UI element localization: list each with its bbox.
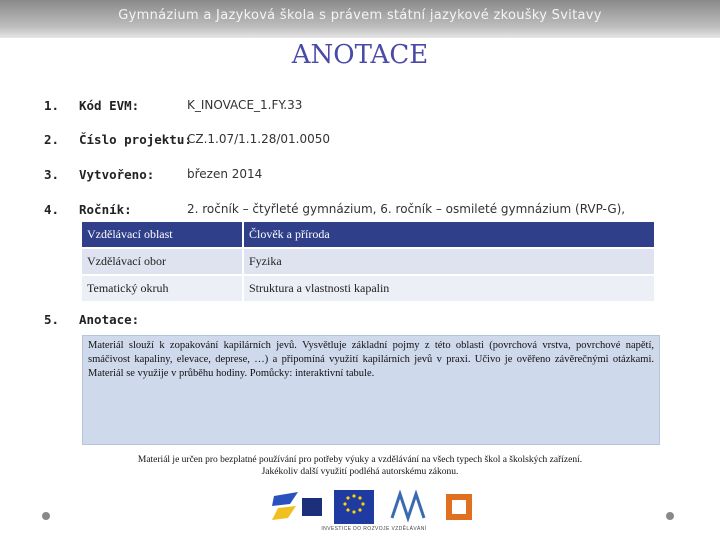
row-label: Anotace: [79, 312, 140, 327]
table-cell-key: Vzdělávací obor [82, 249, 242, 274]
row-number: 2. [44, 132, 60, 147]
row-number: 1. [44, 98, 60, 113]
eu-flag-icon [334, 490, 374, 524]
table-cell-key: Tematický okruh [82, 276, 242, 301]
table-cell-value: Struktura a vlastnosti kapalin [244, 276, 654, 301]
row-value: 2. ročník – čtyřleté gymnázium, 6. ročník – osmileté gymnázium (RVP-G), [187, 202, 626, 216]
table-row [82, 276, 654, 301]
table-row [82, 249, 654, 274]
funding-logos [268, 490, 480, 534]
table-cell-value: Člověk a příroda [244, 222, 654, 247]
esf-logo-icon [268, 490, 328, 524]
curriculum-table [80, 220, 656, 303]
row-number: 5. [44, 312, 60, 327]
logos-caption: INVESTICE DO ROZVOJE VZDĚLÁVÁNÍ [321, 526, 427, 532]
usage-note-line2: Jakékoliv další využití podléhá autorskému zákonu. [261, 467, 459, 477]
op-vk-logo-icon [442, 490, 476, 524]
usage-note [80, 454, 640, 478]
row-value: březen 2014 [187, 167, 263, 181]
bullet-dot-icon [666, 512, 674, 520]
school-name: Gymnázium a Jazyková škola s právem státní jazykové zkoušky Svitavy [118, 8, 602, 23]
row-label: Kód EVM: [79, 98, 140, 113]
page-title: ANOTACE [291, 40, 429, 70]
header-banner [0, 0, 720, 38]
msmt-logo-icon [384, 490, 434, 524]
row-value: CZ.1.07/1.1.28/01.0050 [187, 132, 331, 146]
table-cell-key: Vzdělávací oblast [82, 222, 242, 247]
row-label: Vytvořeno: [79, 167, 155, 182]
row-number: 3. [44, 167, 60, 182]
row-label: Ročník: [79, 202, 132, 217]
table-row [82, 222, 654, 247]
row-value: K_INOVACE_1.FY.33 [187, 98, 303, 112]
bullet-dot-icon [42, 512, 50, 520]
table-cell-value: Fyzika [244, 249, 654, 274]
usage-note-line1: Materiál je určen pro bezplatné používání pro potřeby výuky a vzdělávání na všech typech škol a školských zařízení. [137, 455, 583, 465]
annotation-text: Materiál slouží k zopakování kapilárních jevů. Vysvětluje základní pojmy z této oblasti (povrchová vrstva, povrchové napětí, smáčivost kapaliny, elevace, deprese, …) a připomíná využití kapilárních jevů v praxi. Učivo je ověřeno závěrečnými otázkami. Materiál se využije v průběhu hodiny. Pomůcky: interaktivní tabule. [82, 335, 660, 445]
row-number: 4. [44, 202, 60, 217]
row-label: Číslo projektu: [79, 132, 192, 147]
